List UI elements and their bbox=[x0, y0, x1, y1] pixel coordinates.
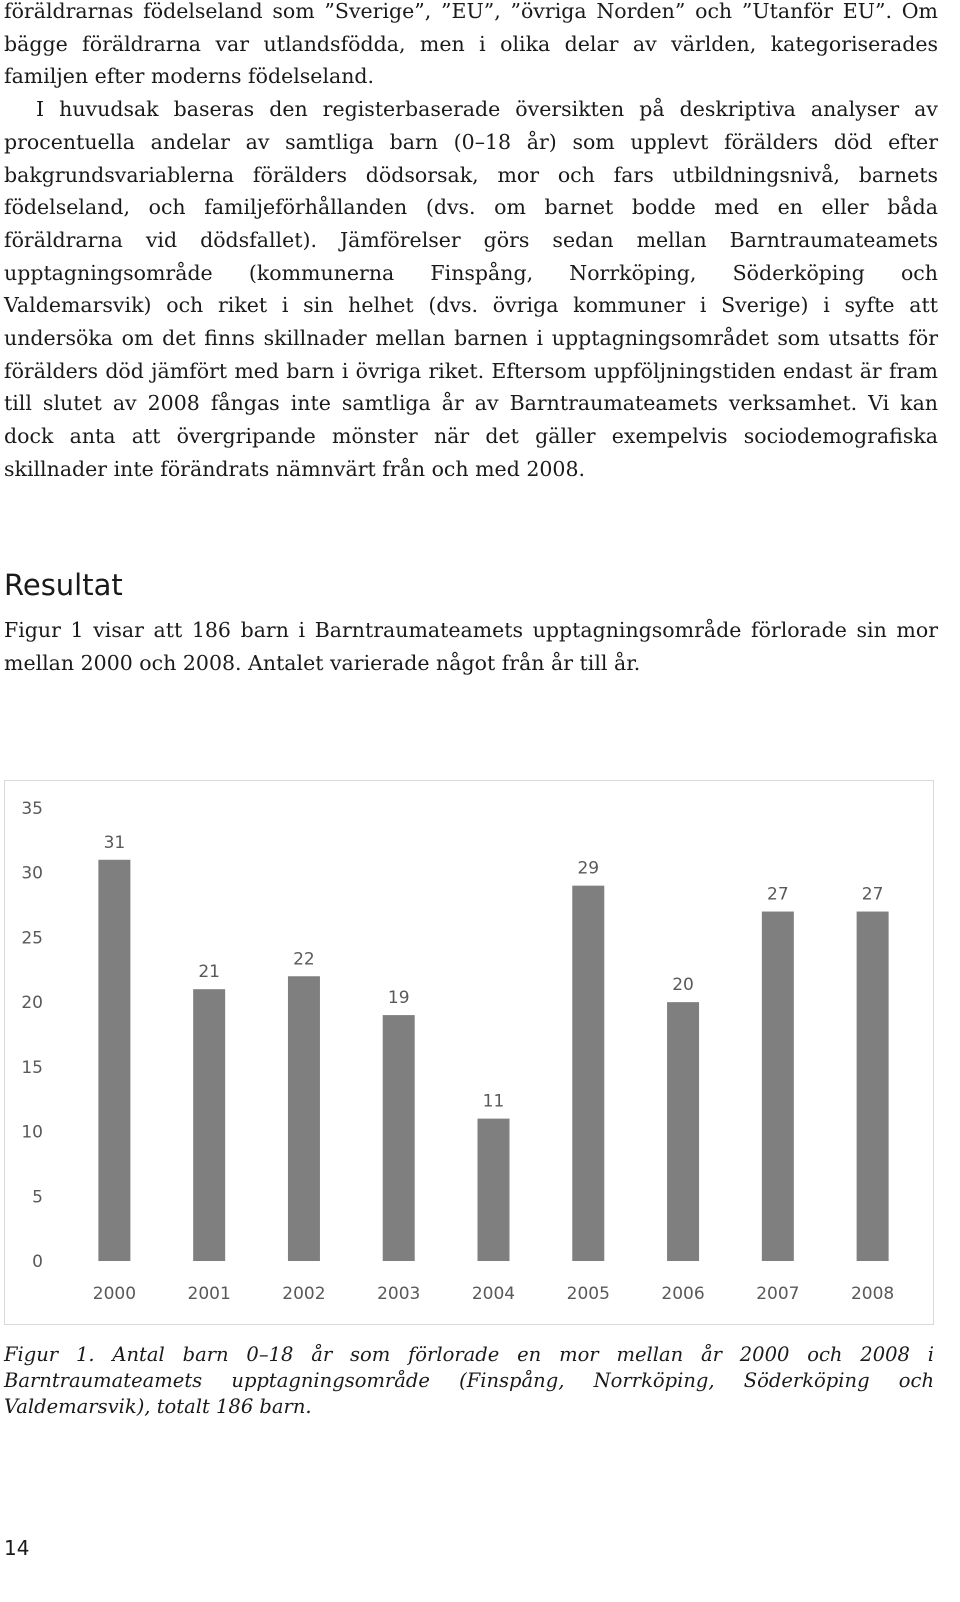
figure-caption: Figur 1. Antal barn 0–18 år som förlorade en mor mellan år 2000 och 2008 i Barntraumateamets upptagningsområde (Finspång, Norrköping, Söderköping och Valdemarsvik), totalt 186 barn. bbox=[4, 1343, 934, 1418]
data-label-2000: 31 bbox=[103, 832, 126, 853]
data-label-2001: 21 bbox=[198, 962, 220, 983]
bar-2007 bbox=[762, 912, 794, 1261]
bar-2003 bbox=[383, 1015, 415, 1261]
paragraph-continued: föräldrarnas födelseland som ”Sverige”, ”EU”, ”övriga Norden” och ”Utanför EU”. Om bägge föräldrarna var utlandsfödda, men i olika delar av världen, kategoriserades familjen efter moderns födelseland. bbox=[4, 0, 938, 89]
paragraph-results: Figur 1 visar att 186 barn i Barntraumateamets upptagningsområde förlorade sin mor mellan 2000 och 2008. Antalet varierade något från år till år. bbox=[4, 618, 938, 675]
x-tick-label-2003: 2003 bbox=[377, 1284, 421, 1304]
y-tick-label: 30 bbox=[21, 863, 43, 884]
data-label-2004: 11 bbox=[482, 1091, 505, 1112]
bar-2001 bbox=[193, 989, 225, 1261]
y-tick-label: 10 bbox=[21, 1122, 43, 1143]
data-label-2008: 27 bbox=[861, 884, 884, 905]
x-tick-label-2008: 2008 bbox=[850, 1284, 895, 1304]
x-tick-label-2006: 2006 bbox=[661, 1284, 705, 1304]
x-tick-label-2007: 2007 bbox=[756, 1284, 800, 1304]
bar-2008 bbox=[857, 912, 889, 1261]
bar-chart-svg bbox=[5, 781, 935, 1326]
data-label-2005: 29 bbox=[577, 858, 600, 879]
bar-2005 bbox=[572, 886, 604, 1261]
data-label-2006: 20 bbox=[672, 975, 694, 996]
bar-2002 bbox=[288, 976, 320, 1261]
page-number: 14 bbox=[4, 1536, 30, 1560]
y-tick-label: 25 bbox=[21, 928, 43, 949]
bar-2004 bbox=[478, 1119, 510, 1261]
data-label-2007: 27 bbox=[767, 884, 789, 905]
y-tick-label: 35 bbox=[21, 799, 43, 819]
y-tick-label: 0 bbox=[32, 1252, 43, 1272]
intro-text bbox=[4, 0, 938, 486]
data-label-2002: 22 bbox=[293, 949, 315, 970]
y-tick-label: 20 bbox=[21, 993, 43, 1014]
bar-2006 bbox=[667, 1002, 699, 1261]
results-text bbox=[4, 614, 938, 679]
bar-2000 bbox=[98, 860, 130, 1261]
x-tick-label-2004: 2004 bbox=[471, 1284, 516, 1304]
x-tick-label-2000: 2000 bbox=[92, 1284, 137, 1304]
y-tick-label: 5 bbox=[32, 1187, 43, 1208]
section-heading-resultat: Resultat bbox=[4, 568, 123, 602]
figure-1-bar-chart bbox=[4, 780, 934, 1325]
x-tick-label-2001: 2001 bbox=[187, 1284, 231, 1304]
x-tick-label-2005: 2005 bbox=[566, 1284, 610, 1304]
data-label-2003: 19 bbox=[387, 988, 410, 1009]
y-tick-label: 15 bbox=[21, 1057, 43, 1078]
paragraph-method: I huvudsak baseras den registerbaserade översikten på deskriptiva analyser av procentuella andelar av samtliga barn (0–18 år) som upplevt förälders död efter bakgrundsvariablerna förälders dödsorsak, mor och fars utbildningsnivå, barnets födelseland, och familjeförhållanden (dvs. om barnet bodde med en eller båda föräldrarna vid dödsfallet). Jämförelser görs sedan mellan Barntraumateamets upptagningsområde (kommunerna Finspång, Norrköping, Söderköping och Valdemarsvik) och riket i sin helhet (dvs. övriga kommuner i Sverige) i syfte att undersöka om det finns skillnader mellan barnen i upptagningsområdet som utsatts för förälders död jämfört med barn i övriga riket. Eftersom uppföljningstiden endast är fram till slutet av 2008 fångas inte samtliga år av Barntraumateamets verksamhet. Vi kan dock anta att övergripande mönster när det gäller exempelvis sociodemografiska skillnader inte förändrats nämnvärt från och med 2008. bbox=[4, 97, 938, 481]
x-tick-label-2002: 2002 bbox=[282, 1284, 326, 1304]
